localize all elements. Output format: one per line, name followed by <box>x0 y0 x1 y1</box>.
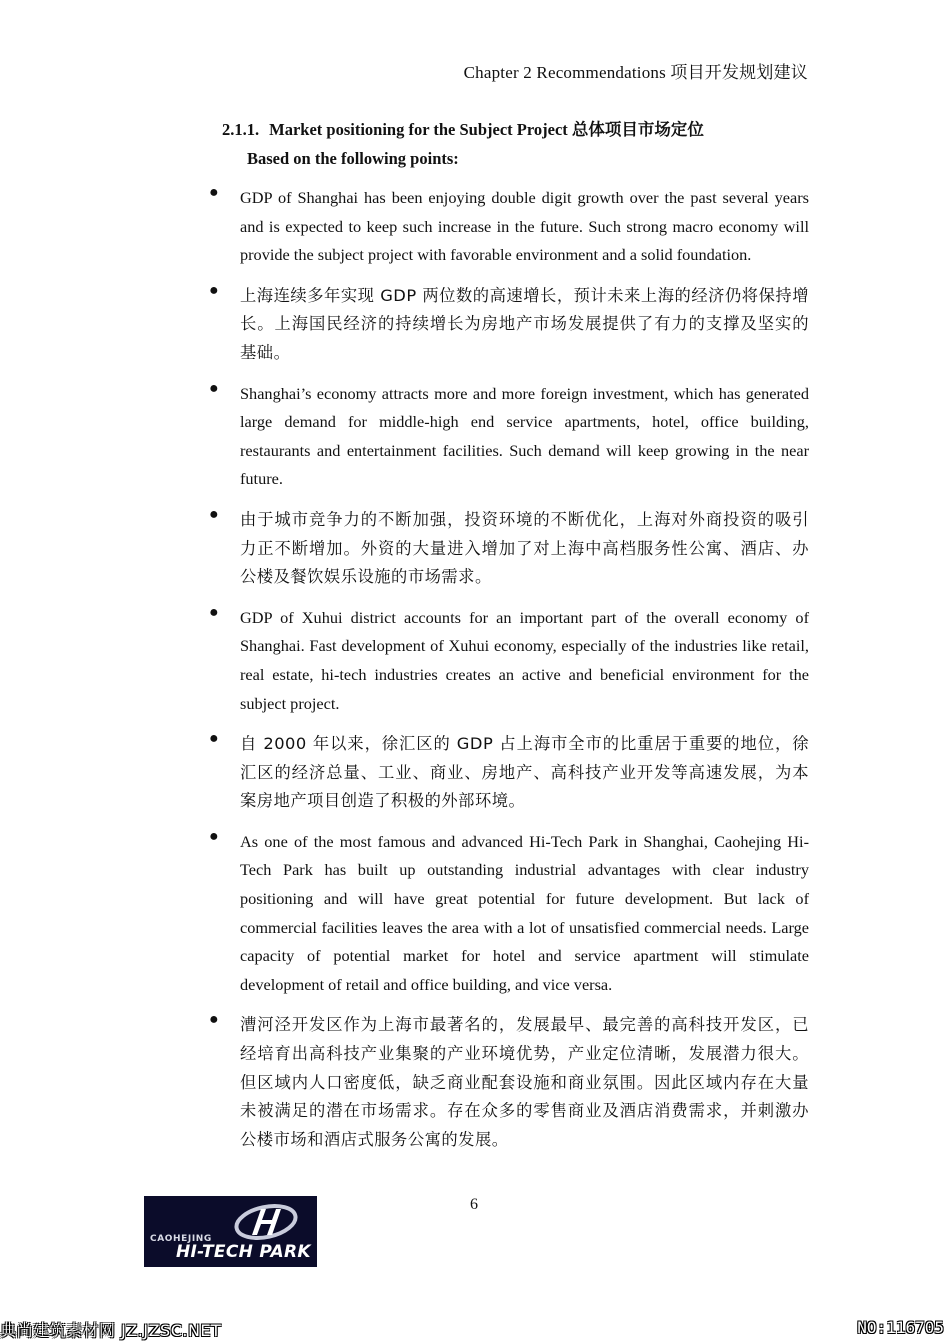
bullet-text: GDP of Xuhui district accounts for an important part of the overall economy of Shanghai. Fast development of Xuhui economy, especially of the industries like retail, real estate, hi-tech industries creates an active and beneficial environment for the subject project. <box>240 607 809 713</box>
page-number: 6 <box>470 1196 478 1213</box>
section-heading <box>222 116 704 140</box>
bullet-dot-icon: ● <box>209 184 219 201</box>
bullet-text: 由于城市竞争力的不断加强，投资环境的不断优化，上海对外商投资的吸引力正不断增加。外资的大量进入增加了对上海中高档服务性公寓、酒店、办公楼及餐饮娱乐设施的市场需求。 <box>240 509 809 587</box>
bullet-dot-icon: ● <box>209 1011 219 1029</box>
bullet-dot-icon: ● <box>209 505 219 523</box>
bullet-item <box>207 282 809 368</box>
chapter-header: Chapter 2 Recommendations 项目开发规划建议 <box>463 63 808 82</box>
caohejing-logo <box>144 1196 317 1267</box>
watermark-left: 典尚建筑素材网 JZ.JZSC.NET <box>0 1321 222 1340</box>
bullet-item <box>207 184 809 270</box>
bullet-text: 自 2000 年以来，徐汇区的 GDP 占上海市全市的比重居于重要的地位，徐汇区的经济总量、工业、商业、房地产、高科技产业开发等高速发展，为本案房地产项目创造了积极的外部环境。 <box>240 734 809 811</box>
bullet-item <box>207 604 809 718</box>
section-number: 2.1.1. <box>222 120 260 139</box>
bullet-dot-icon: ● <box>209 730 219 748</box>
logo-line1: CAOHEJING <box>150 1234 212 1244</box>
bullet-text: GDP of Shanghai has been enjoying double digit growth over the past several years and is expected to keep such increase in the future. Such strong macro economy will provide the subject project with favorable environment and a solid foundation. <box>240 188 809 265</box>
bullet-text: As one of the most famous and advanced Hi-Tech Park in Shanghai, Caohejing Hi-Tech Park has built up outstanding industrial advantages with clear industry positioning and will have great potential for future development. But lack of commercial facilities leaves the area with a lot of unsatisfied commercial needs. Large capacity of potential market for hotel and service apartment will stimulate development of retail and office building, and vice versa. <box>240 831 809 994</box>
section-title: Market positioning for the Subject Project 总体项目市场定位 <box>269 120 704 139</box>
lead-text: Based on the following points: <box>247 149 459 168</box>
bullet-item <box>207 730 809 816</box>
bullet-dot-icon: ● <box>209 281 219 299</box>
bullet-item <box>207 1011 809 1154</box>
bullet-list <box>207 184 809 1166</box>
bullet-item <box>207 828 809 1000</box>
bullet-item <box>207 380 809 494</box>
bullet-item <box>207 506 809 592</box>
bullet-text: 漕河泾开发区作为上海市最著名的，发展最早、最完善的高科技开发区，已经培育出高科技产业集聚的产业环境优势，产业定位清晰，发展潜力很大。但区域内人口密度低，缺乏商业配套设施和商业氛围。因此区域内存在大量未被满足的潜在市场需求。存在众多的零售商业及酒店消费需求，并刺激办公楼市场和酒店式服务公寓的发展。 <box>240 1015 809 1149</box>
logo-h-mark-icon <box>230 1202 302 1242</box>
bullet-dot-icon: ● <box>209 603 219 621</box>
bullet-dot-icon: ● <box>209 379 219 397</box>
bullet-text: Shanghai’s economy attracts more and more foreign investment, which has generated large demand for middle-high end service apartments, hotel, office building, restaurants and entertainment facilities. Such demand will keep growing in the near future. <box>240 383 809 489</box>
watermark-right: NO:116705 <box>857 1318 944 1337</box>
logo-line2: HI-TECH PARK <box>176 1242 311 1262</box>
bullet-dot-icon: ● <box>209 827 219 845</box>
bullet-text: 上海连续多年实现 GDP 两位数的高速增长，预计未来上海的经济仍将保持增长。上海国民经济的持续增长为房地产市场发展提供了有力的支撑及坚实的基础。 <box>240 285 809 362</box>
